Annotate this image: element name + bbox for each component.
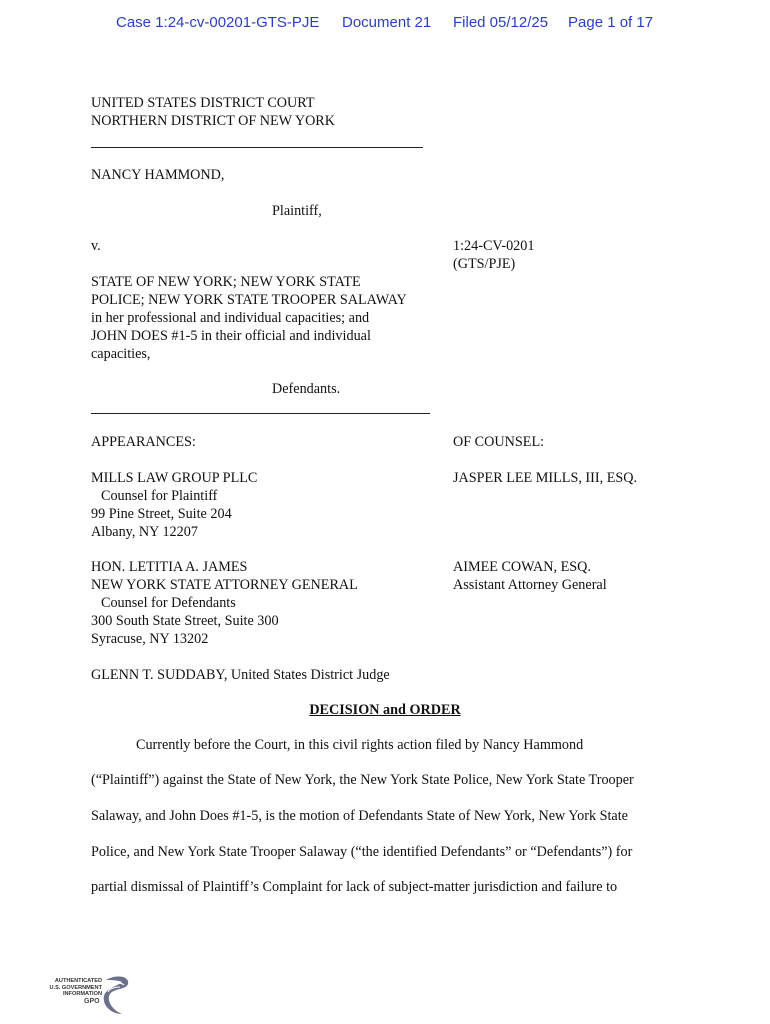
defendants-line: POLICE; NEW YORK STATE TROOPER SALAWAY — [91, 292, 407, 308]
page-number: Page 1 of 17 — [568, 14, 654, 31]
defendants-role: Defendants. — [272, 381, 341, 397]
defendants-line: JOHN DOES #1-5 in their official and individual — [91, 328, 371, 344]
versus: v. — [91, 238, 101, 254]
body-line: Police, and New York State Trooper Salaway (“the identified Defendants” or “Defendants”) for — [91, 844, 633, 860]
seal-text: AUTHENTICATED U.S. GOVERNMENT INFORMATION — [49, 978, 102, 998]
counsel-line: AIMEE COWAN, ESQ. — [453, 559, 591, 575]
of-counsel-heading: OF COUNSEL: — [453, 434, 545, 450]
case-number: Case 1:24-cv-00201-GTS-PJE — [116, 14, 320, 31]
appearance-line: NEW YORK STATE ATTORNEY GENERAL — [91, 577, 358, 593]
appearance-line: Counsel for Defendants — [101, 595, 236, 611]
plaintiff-name: NANCY HAMMOND, — [91, 167, 225, 183]
defendants-line: in her professional and individual capacities; and — [91, 310, 370, 326]
body-line: (“Plaintiff”) against the State of New York, the New York State Police, New York State Trooper — [91, 772, 634, 788]
court-name-line2: NORTHERN DISTRICT OF NEW YORK — [91, 113, 336, 129]
gpo-authentication-seal — [44, 974, 134, 1018]
appearance-line: HON. LETITIA A. JAMES — [91, 559, 248, 575]
document-number: Document 21 — [342, 14, 432, 31]
defendants-line: STATE OF NEW YORK; NEW YORK STATE — [91, 274, 361, 290]
judge-line: GLENN T. SUDDABY, United States District Judge — [91, 667, 390, 683]
case-no-line1: 1:24-CV-0201 — [453, 238, 535, 254]
defendants-line: capacities, — [91, 346, 151, 362]
appearance-line: MILLS LAW GROUP PLLC — [91, 470, 258, 486]
filed-date: Filed 05/12/25 — [453, 14, 549, 31]
appearance-line: Syracuse, NY 13202 — [91, 631, 209, 647]
appearance-line: Counsel for Plaintiff — [101, 488, 218, 504]
appearance-line: 300 South State Street, Suite 300 — [91, 613, 279, 629]
plaintiff-role: Plaintiff, — [272, 203, 322, 219]
body-line: Salaway, and John Does #1-5, is the motion of Defendants State of New York, New York State — [91, 808, 628, 824]
appearance-line: Albany, NY 12207 — [91, 524, 198, 540]
seal-gpo-mark: GPO — [84, 998, 100, 1005]
counsel-line: Assistant Attorney General — [453, 577, 607, 593]
body-line: Currently before the Court, in this civil rights action filed by Nancy Hammond — [136, 737, 584, 753]
counsel-line: JASPER LEE MILLS, III, ESQ. — [453, 470, 638, 486]
case-no-line2: (GTS/PJE) — [453, 256, 516, 272]
gpo-eagle-icon — [100, 974, 132, 1018]
appearances-heading: APPEARANCES: — [91, 434, 196, 450]
court-name-line1: UNITED STATES DISTRICT COURT — [91, 95, 315, 111]
body-line: partial dismissal of Plaintiff’s Complaint for lack of subject-matter jurisdiction and failure to — [91, 879, 618, 895]
caption-top-rule — [91, 147, 423, 148]
caption-bottom-rule — [91, 413, 430, 414]
document-title: DECISION and ORDER — [309, 702, 461, 718]
appearance-line: 99 Pine Street, Suite 204 — [91, 506, 232, 522]
